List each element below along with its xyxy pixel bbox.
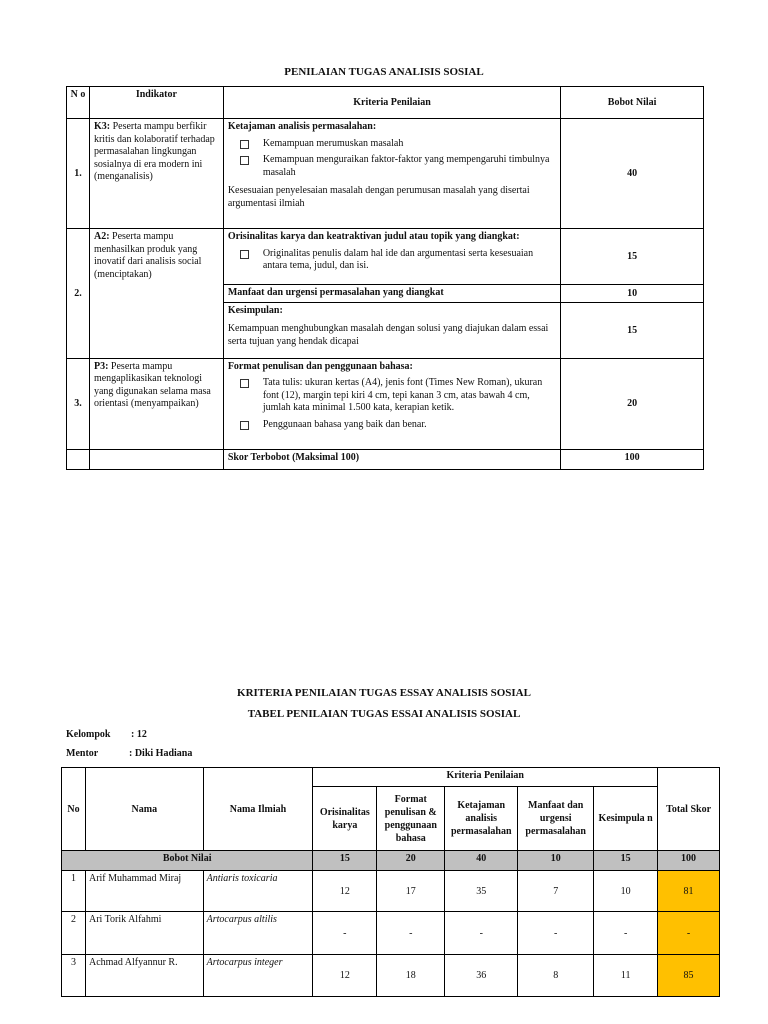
doc1-title: PENILAIAN TUGAS ANALISIS SOSIAL — [284, 66, 484, 78]
indicator-cell — [89, 229, 223, 359]
weight-label: Bobot Nilai — [62, 851, 313, 871]
criteria-heading: Kesimpulan: — [227, 304, 283, 316]
row-no: 2 — [62, 912, 86, 955]
criteria-item: Penggunaan bahasa yang baik dan benar. — [228, 419, 556, 432]
criteria-cell — [223, 302, 560, 358]
table-row — [62, 955, 720, 997]
score-cell: - — [518, 912, 594, 955]
score-cell: 18 — [377, 955, 445, 997]
scientific-name: Antiaris toxicaria — [203, 871, 313, 912]
criteria-item: Tata tulis: ukuran kertas (A4), jenis font (Times New Roman), ukuran font (12), margin tepi kiri 4 cm, tepi kanan 3 cm, atas bawah 4 cm, jumlah kata minimal 1.500 kata, kerapian ketik. — [228, 377, 556, 415]
row-no: 3 — [62, 955, 86, 997]
criteria-cell — [223, 358, 560, 449]
scientific-name: Artocarpus integer — [203, 955, 313, 997]
row-number: 2. — [67, 229, 90, 359]
header-kriteria: Kriteria Penilaian — [223, 87, 560, 119]
total-label: Skor Terbobot (Maksimal 100) — [223, 449, 560, 469]
header-kesimpulan: Kesimpula n — [594, 787, 658, 851]
header-orisinalitas: Orisinalitas karya — [313, 787, 377, 851]
score-cell: 11 — [594, 955, 658, 997]
weight-cell: 20 — [377, 851, 445, 871]
student-name: Ari Torik Alfahmi — [85, 912, 203, 955]
criteria-item: Originalitas penulis dalam hal ide dan argumentasi serta kesesuaian antara tema, judul, dan isi. — [228, 248, 556, 273]
score-cell: 35 — [445, 871, 518, 912]
weight-value: 15 — [561, 229, 704, 285]
criteria-item: Kemampuan menguraikan faktor-faktor yang mempengaruhi timbulnya masalah — [228, 154, 556, 179]
weight-value: 40 — [561, 119, 704, 229]
kelompok-value: : 12 — [131, 729, 147, 740]
scientific-name: Artocarpus altilis — [203, 912, 313, 955]
weight-cell: 15 — [313, 851, 377, 871]
indicator-cell — [89, 119, 223, 229]
total-score: 85 — [658, 955, 720, 997]
score-cell: 10 — [594, 871, 658, 912]
indicator-text: Peserta mampu berfikir kritis dan kolaboratif terhadap permasalahan lingkungan sosialnya di era modern ini (menganalisis) — [93, 121, 215, 182]
header-bobot: Bobot Nilai — [561, 87, 704, 119]
header-kriteria: Kriteria Penilaian — [313, 768, 658, 787]
criteria-cell — [223, 229, 560, 285]
indicator-cell — [89, 358, 223, 449]
checkbox-icon — [240, 250, 249, 259]
empty-cell — [89, 449, 223, 469]
mentor-label: Mentor — [66, 748, 99, 759]
indicator-code: A2: — [93, 231, 110, 242]
weight-value: 10 — [561, 285, 704, 303]
score-cell: 8 — [518, 955, 594, 997]
header-nama: Nama — [85, 768, 203, 851]
checkbox-icon — [240, 379, 249, 388]
score-cell: 36 — [445, 955, 518, 997]
header-manfaat: Manfaat dan urgensi permasalahan — [518, 787, 594, 851]
row-number: 1. — [67, 119, 90, 229]
total-score: - — [658, 912, 720, 955]
header-total: Total Skor — [658, 768, 720, 851]
score-table — [61, 767, 720, 997]
header-format: Format penulisan & penggunaan bahasa — [377, 787, 445, 851]
criteria-item: Kemampuan merumuskan masalah — [228, 138, 556, 151]
mentor-value: : Diki Hadiana — [129, 748, 193, 759]
checkbox-icon — [240, 140, 249, 149]
total-value: 100 — [561, 449, 704, 469]
score-cell: - — [445, 912, 518, 955]
header-no: No — [62, 768, 86, 851]
score-cell: - — [377, 912, 445, 955]
weight-cell: 15 — [594, 851, 658, 871]
criteria-heading: Format penulisan dan penggunaan bahasa: — [227, 360, 413, 372]
table-row — [62, 912, 720, 955]
header-no: N o — [67, 87, 90, 119]
weight-value: 15 — [561, 302, 704, 358]
score-cell: 17 — [377, 871, 445, 912]
indicator-text: Peserta mampu mengaplikasikan teknologi yang digunakan selama masa orientasi (menyampaikan) — [93, 360, 211, 409]
header-nama-ilmiah: Nama Ilmiah — [203, 768, 313, 851]
weight-row — [62, 851, 720, 871]
table-row — [62, 871, 720, 912]
total-score: 81 — [658, 871, 720, 912]
weight-value: 20 — [561, 358, 704, 449]
empty-cell — [67, 449, 90, 469]
checkbox-icon — [240, 421, 249, 430]
indicator-text: Peserta mampu menhasilkan produk yang inovatif dari analisis social (menciptakan) — [93, 231, 202, 280]
criteria-cell — [223, 119, 560, 229]
assessment-criteria-table — [66, 86, 704, 470]
kelompok-label: Kelompok — [66, 729, 111, 740]
indicator-code: P3: — [93, 360, 109, 372]
header-indikator: Indikator — [89, 87, 223, 119]
row-number: 3. — [67, 358, 90, 449]
doc2-subtitle: TABEL PENILAIAN TUGAS ESSAI ANALISIS SOSIAL — [247, 708, 521, 720]
score-cell: 7 — [518, 871, 594, 912]
student-name: Arif Muhammad Miraj — [85, 871, 203, 912]
criteria-heading: Manfaat dan urgensi permasalahan yang diangkat — [223, 285, 560, 303]
student-name: Achmad Alfyannur R. — [85, 955, 203, 997]
checkbox-icon — [240, 156, 249, 165]
criteria-heading: Ketajaman analisis permasalahan: — [227, 121, 377, 132]
criteria-note: Kemampuan menghubungkan masalah dengan solusi yang diajukan dalam essai serta tujuan yang hendak dicapai — [227, 323, 549, 347]
row-no: 1 — [62, 871, 86, 912]
weight-cell: 10 — [518, 851, 594, 871]
score-cell: - — [313, 912, 377, 955]
header-ketajaman: Ketajaman analisis permasalahan — [445, 787, 518, 851]
weight-cell: 40 — [445, 851, 518, 871]
criteria-heading: Orisinalitas karya dan keatraktivan judul atau topik yang diangkat: — [227, 231, 520, 242]
weight-cell: 100 — [658, 851, 720, 871]
criteria-note: Kesesuaian penyelesaian masalah dengan perumusan masalah yang disertai argumentasi ilmiah — [227, 185, 530, 209]
score-cell: 12 — [313, 871, 377, 912]
score-cell: - — [594, 912, 658, 955]
doc2-title: KRITERIA PENILAIAN TUGAS ESSAY ANALISIS SOSIAL — [237, 687, 531, 699]
indicator-code: K3: — [93, 121, 111, 132]
score-cell: 12 — [313, 955, 377, 997]
